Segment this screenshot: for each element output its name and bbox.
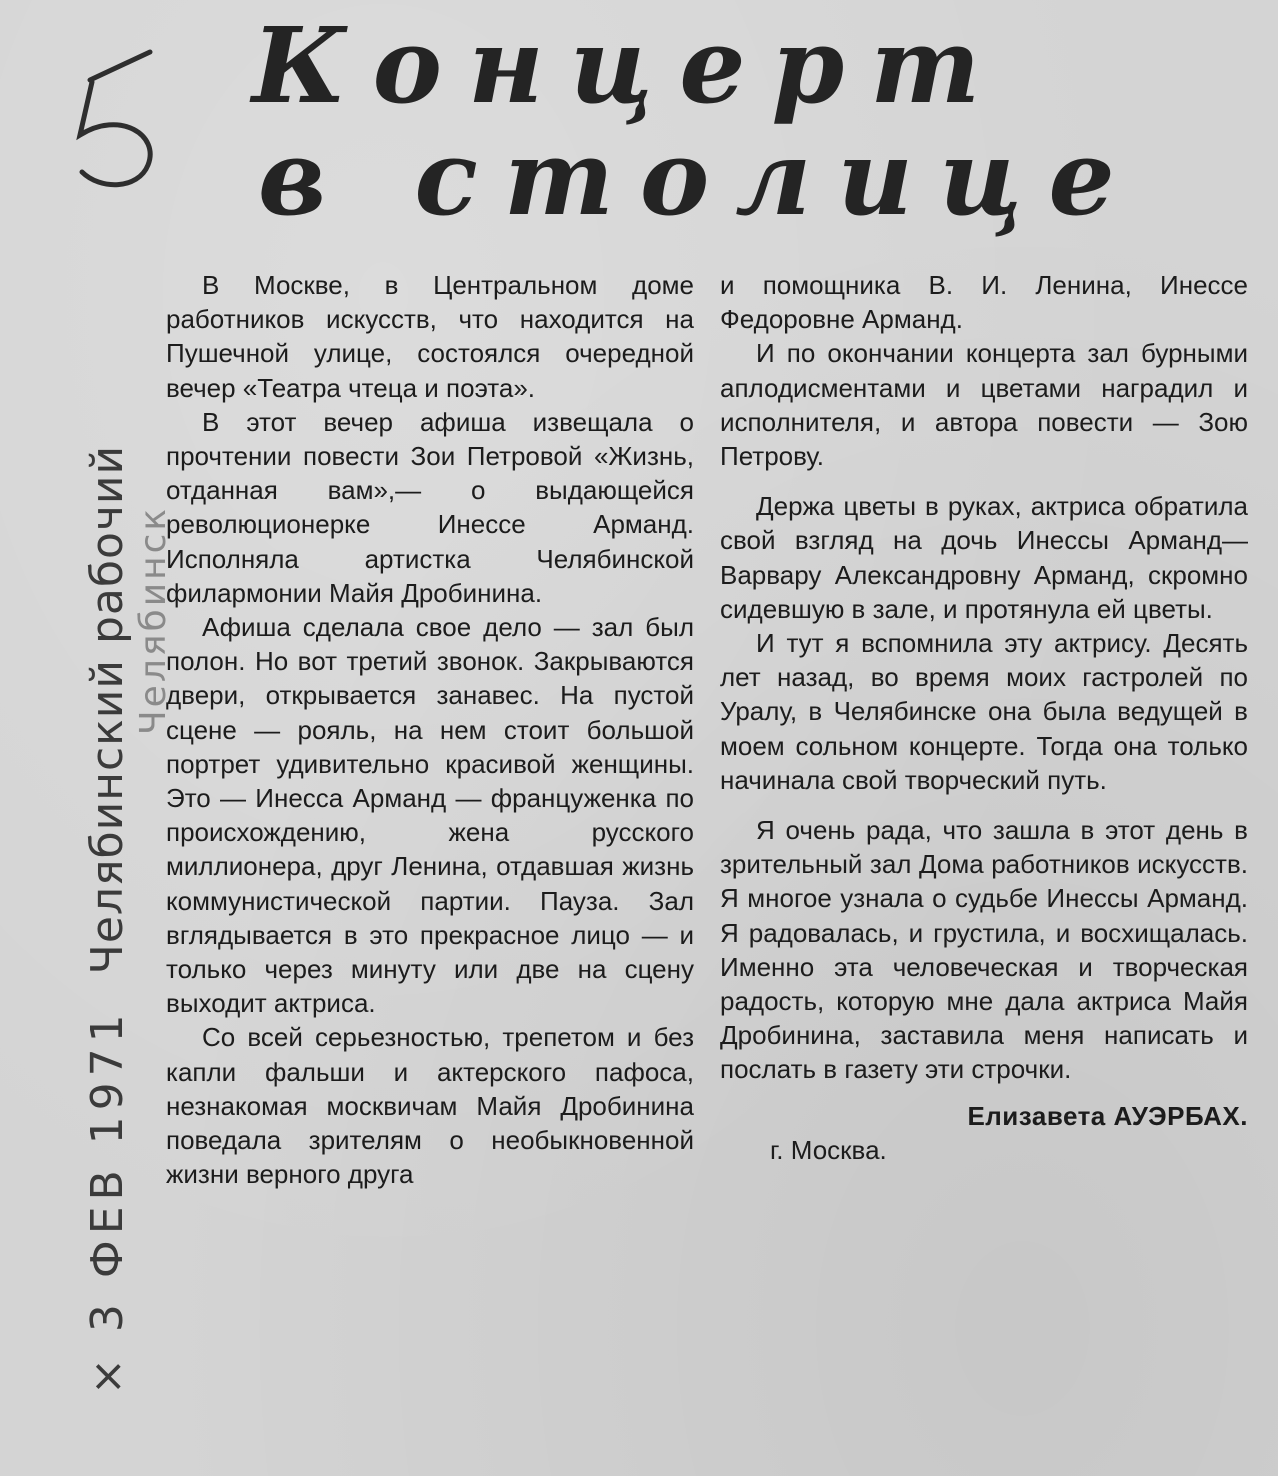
paragraph: Я очень рада, что зашла в этот день в зрительный зал Дома работников искусств. Я многое узнала о судьбе Инессы Арманд. Я радовалась, и грустила, и восхищалась. Именно эта человеческая и творческая радость, которую мне дала актриса Майя Дробинина, заставила меня написать и послать в газету эти строчки. [720,815,1248,1085]
stamp-newspaper: Челябинский рабочий [81,444,133,975]
article-column-left [166,268,694,1191]
paragraph: И тут я вспомнила эту актрису. Десять лет назад, во время моих гастролей по Уралу, в Челябинске она была ведущей в моем сольном концерте. Тогда она только начинала свой творческий путь. [720,628,1248,795]
headline-line-2: в столице [258,116,1141,239]
paragraph: В Москве, в Центральном доме работников искусств, что находится на Пушечной улице, состоялся очередной вечер «Театра чтеца и поэта». [166,270,694,403]
handwritten-number [40,40,170,200]
paragraph: И по окончании концерта зал бурными аплодисментами и цветами наградил и исполнителя, и автора повести — Зою Петрову. [720,338,1248,472]
author-city: г. Москва. [770,1134,887,1165]
paragraph: и помощника В. И. Ленина, Инессе Федоровне Арманд. [720,270,1248,335]
stamp-ghost-text: Челябинск [133,505,174,735]
date-stamp [52,210,174,1395]
paragraph: Афиша сделала свое дело — зал был полон. Но вот третий звонок. Закрываются двери, открывается занавес. На пустой сцене — рояль, на нем стоит большой портрет удивительно красивой женщины. Это — Инесса Арманд — француженка по происхождению, жена русского миллионера, друг Ленина, отдавшая жизнь коммунистической партии. Пауза. Зал вглядывается в это прекрасное лицо — и только через минуту или две на сцену выходит актриса. [166,612,694,1019]
paragraph: Держа цветы в руках, актриса обратила свой взгляд на дочь Инессы Арманд— Варвару Александровну Арманд, скромно сидевшую в зале, и протянула ей цветы. [720,491,1248,624]
article-headline [230,4,1230,239]
headline-line-1: Концерт [252,4,1007,127]
author-signature: Елизавета АУЭРБАХ. [967,1100,1248,1131]
paragraph: В этот вечер афиша извещала о прочтении повести Зои Петровой «Жизнь, отданная вам»,— о выдающейся революционерке Инессе Арманд. Исполняла артистка Челябинской филармонии Майя Дробинина. [166,406,694,608]
stamp-date: × 3 ФЕВ 1971 [81,1008,133,1395]
paragraph: Со всей серьезностью, трепетом и без капли фальши и актерского пафоса, незнакомая москвичам Майя Дробинина поведала зрителям о необыкновенной жизни верного друга [166,1022,694,1190]
article-column-right [720,268,1248,1167]
